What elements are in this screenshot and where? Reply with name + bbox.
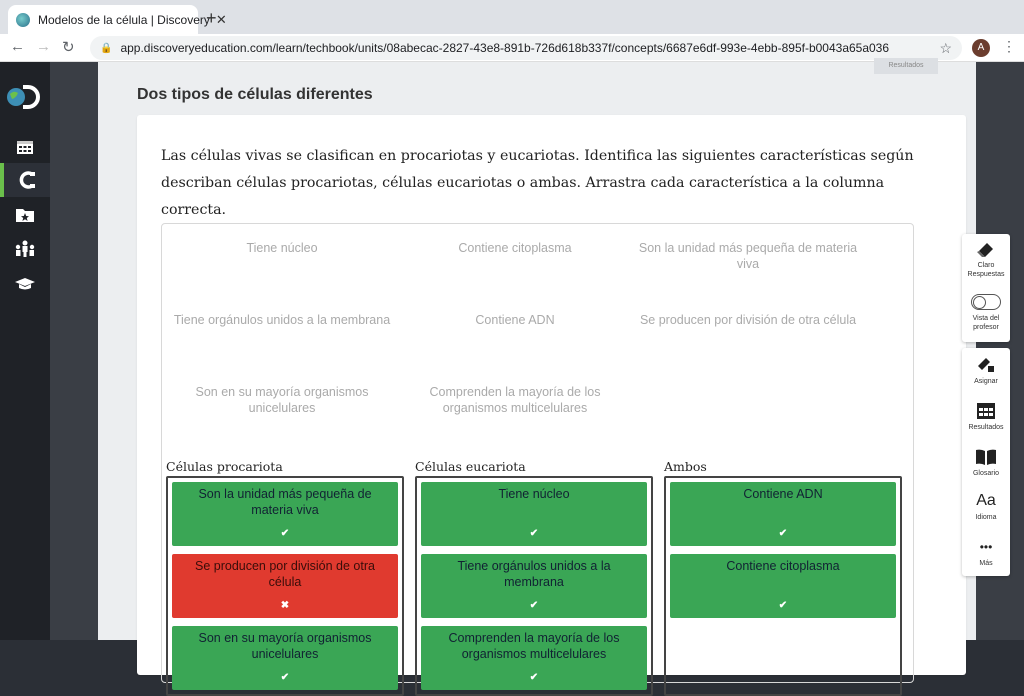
more-dots-icon: •••: [979, 540, 993, 554]
open-book-icon: [975, 448, 997, 466]
more-label: Más: [979, 560, 993, 567]
check-icon: ✔: [280, 528, 290, 539]
results-grid-icon: [976, 402, 996, 420]
magnet-icon: [17, 170, 37, 190]
check-icon: ✔: [529, 600, 539, 611]
answer-card[interactable]: [670, 554, 896, 618]
language-icon: Aa: [976, 492, 996, 509]
eraser-icon: [976, 240, 996, 258]
pool-item[interactable]: Se producen por división de otra célula: [639, 313, 857, 327]
answer-card[interactable]: [421, 554, 647, 618]
bookmark-star-icon[interactable]: ☆: [939, 39, 952, 56]
sidebar-item-my-content[interactable]: [0, 198, 50, 232]
forward-arrow-icon[interactable]: →: [36, 38, 51, 55]
discovery-favicon-icon: [16, 13, 30, 27]
answer-card[interactable]: [421, 626, 647, 690]
back-arrow-icon[interactable]: ←: [10, 38, 25, 55]
browser-tab-bar: [0, 0, 1024, 34]
tab-close-icon[interactable]: ✕: [215, 11, 227, 27]
answer-card-text: Comprenden la mayoría de los organismos multicelulares: [448, 631, 620, 661]
clear-answers-label: Claro Respuestas: [967, 262, 1005, 278]
glossary-label: Glosario: [972, 470, 1000, 477]
answer-card-text: Contiene ADN: [743, 487, 823, 501]
left-sidebar: [0, 62, 50, 640]
reload-icon[interactable]: ↻: [62, 39, 75, 56]
pool-item[interactable]: Contiene ADN: [475, 313, 555, 327]
results-button[interactable]: [962, 402, 1010, 432]
drop-column-prokaryote[interactable]: [166, 476, 404, 696]
clear-answers-button[interactable]: [962, 240, 1010, 279]
sidebar-item-calendar[interactable]: [0, 130, 50, 164]
lock-icon: 🔒: [100, 42, 113, 54]
browser-tab[interactable]: [8, 5, 227, 34]
pool-item[interactable]: Tiene núcleo: [246, 241, 318, 255]
answer-card[interactable]: [172, 482, 398, 546]
main-content: [98, 62, 976, 683]
teacher-view-label: Vista del profesor: [972, 315, 1000, 331]
answer-card-text: Son la unidad más pequeña de materia viva: [198, 487, 372, 517]
sidebar-item-classes[interactable]: [0, 232, 50, 266]
activity-card: [137, 115, 966, 683]
drag-drop-area: [161, 223, 914, 683]
drop-column-eukaryote[interactable]: [415, 476, 653, 696]
tools-panel-top: [962, 234, 1010, 342]
language-label: Idioma: [975, 514, 997, 521]
discovery-logo-icon[interactable]: [6, 84, 40, 110]
new-tab-button[interactable]: +: [206, 8, 217, 28]
answer-card[interactable]: [172, 554, 398, 618]
answer-card-text: Tiene orgánulos unidos a la membrana: [457, 559, 611, 589]
results-button-stub[interactable]: Resultados: [874, 58, 938, 74]
pool-item[interactable]: Son la unidad más pequeña de materia viva: [638, 241, 858, 271]
calendar-icon: [16, 139, 34, 155]
people-icon: [14, 240, 36, 258]
answer-card-text: Contiene citoplasma: [726, 559, 840, 573]
drop-column-both[interactable]: [664, 476, 902, 696]
browser-menu-icon[interactable]: ⋮: [1002, 38, 1016, 54]
pool-item[interactable]: Comprenden la mayoría de los organismos multicelulares: [429, 385, 601, 415]
answer-card-text: Tiene núcleo: [498, 487, 570, 501]
column-label-prokaryote: Células procariota: [166, 459, 283, 474]
cross-icon: ✖: [280, 600, 290, 611]
check-icon: ✔: [778, 600, 788, 611]
tools-panel-main: [962, 348, 1010, 576]
url-text: app.discoveryeducation.com/learn/techbook/units/08abecac-2827-43e8-891b-726d618b337f/concepts/6687e6df-993e-4ebb-895f-b0043a65a036: [120, 41, 890, 55]
pool-item[interactable]: Contiene citoplasma: [458, 241, 572, 255]
glossary-button[interactable]: [962, 448, 1010, 478]
answer-card[interactable]: [172, 626, 398, 690]
activity-instructions: Las células vivas se clasifican en procariotas y eucariotas. Identifica las siguientes características según describan células procariotas, células eucariotas o ambas. Arrastra cada característica a la columna correcta.: [161, 148, 914, 218]
language-button[interactable]: [962, 492, 1010, 522]
star-folder-icon: [15, 207, 35, 223]
answer-card-text: Se producen por división de otra célula: [195, 559, 375, 589]
profile-avatar[interactable]: A: [972, 39, 990, 57]
section-title: Dos tipos de células diferentes: [137, 86, 373, 103]
pool-item[interactable]: Tiene orgánulos unidos a la membrana: [173, 313, 391, 327]
column-label-both: Ambos: [664, 459, 707, 474]
teacher-view-toggle[interactable]: [962, 294, 1010, 332]
answer-card[interactable]: [421, 482, 647, 546]
pool-item[interactable]: Son en su mayoría organismos unicelulares: [195, 385, 369, 415]
results-label: Resultados: [968, 424, 1004, 431]
assign-button[interactable]: [962, 356, 1010, 386]
check-icon: ✔: [529, 672, 539, 683]
left-gutter: [50, 62, 98, 640]
browser-toolbar: [0, 34, 1024, 62]
check-icon: ✔: [778, 528, 788, 539]
sidebar-item-techbook[interactable]: [0, 163, 50, 197]
answer-card-text: Son en su mayoría organismos unicelulares: [198, 631, 372, 661]
toggle-switch-icon: [971, 294, 1001, 310]
address-bar[interactable]: [90, 36, 962, 60]
graduation-cap-icon: [14, 277, 36, 291]
more-button[interactable]: [962, 538, 1010, 568]
check-icon: ✔: [529, 528, 539, 539]
check-icon: ✔: [280, 672, 290, 683]
answer-card[interactable]: [670, 482, 896, 546]
tab-title: Modelos de la célula | Discovery: [38, 12, 210, 27]
assign-label: Asignar: [974, 378, 998, 385]
column-label-eukaryote: Células eucariota: [415, 459, 526, 474]
assign-icon: [976, 356, 996, 374]
sidebar-item-professional-learning[interactable]: [0, 267, 50, 301]
